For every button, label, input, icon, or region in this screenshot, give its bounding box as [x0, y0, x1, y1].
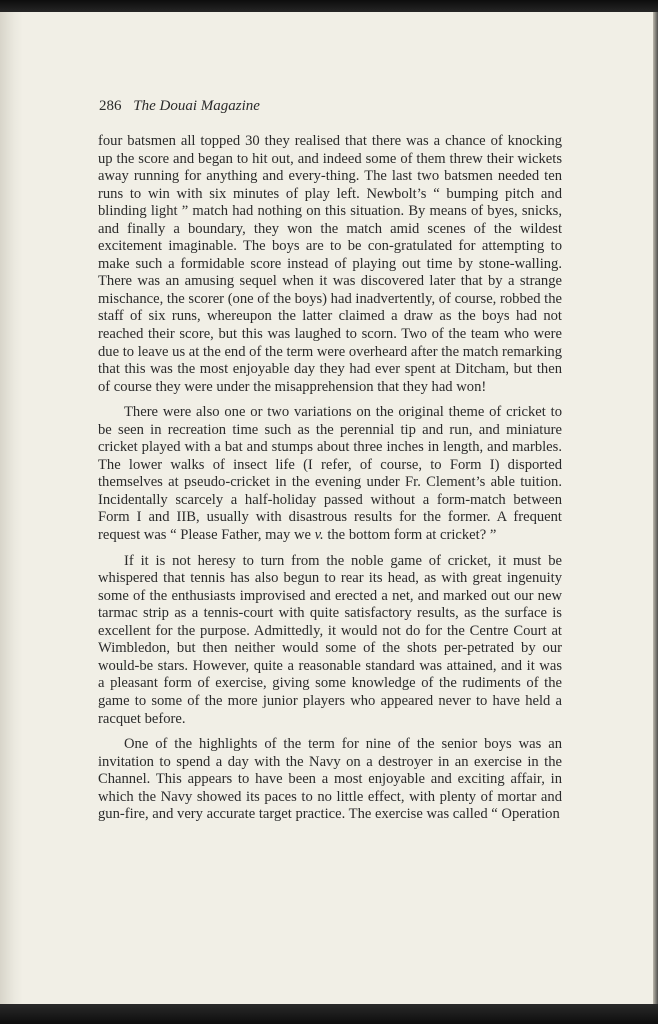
article-body [98, 133, 562, 824]
paragraph-1: four batsmen all topped 30 they realised that there was a chance of knocking up the score and began to hit out, and indeed some of them threw their wickets away running for anything and every-thing. The last two batsmen needed ten runs to win with six minutes of play left. Newbolt’s “ bumping pitch and blinding light ” match had nothing on this situation. By means of byes, snicks, and finally a boundary, they won the match amid scenes of the wildest excitement imaginable. The boys are to be con-gratulated for attempting to make such a formidable score instead of playing out time by stone-walling. There was an amusing sequel when it was discovered later that by a strange mischance, the scorer (one of the boys) had inadvertently, of course, robbed the staff of six runs, whereupon the latter claimed a draw as the boys had not reached their score, but this was laughed to scorn. Two of the team who were due to leave us at the end of the term were overheard after the match remarking that this was the most enjoyable day they had ever spent at Ditcham, but then of course they were under the misapprehension that they had won! [98, 133, 562, 395]
paragraph-4: One of the highlights of the term for nine of the senior boys was an invitation to spend a day with the Navy on a destroyer in an exercise in the Channel. This appears to have been a most enjoyable and exciting affair, in which the Navy showed its paces to no little effect, with plenty of mortar and gun-fire, and very accurate target practice. The exercise was called “ Operation [98, 736, 562, 823]
paragraph-2: There were also one or two variations on the original theme of cricket to be seen in recreation time such as the perennial tip and run, and miniature cricket played with a bat and stumps about three inches in length, and marbles. The lower walks of insect life (I refer, of course, to Form I) disported themselves at pseudo-cricket in the evening under Fr. Clement’s able tuition. Incidentally scarcely a half-holiday passed without a form-match between Form I and IIB, usually with disastrous results for the former. A frequent request was “ Please Father, may we v. the bottom form at cricket? ” [98, 404, 562, 544]
page-number: 286 [99, 98, 122, 114]
running-header [99, 98, 561, 115]
page-right-edge [653, 12, 658, 1006]
versus-abbrev: v. [314, 527, 324, 544]
paragraph-3: If it is not heresy to turn from the noble game of cricket, it must be whispered that tennis has also begun to rear its head, as with great ingenuity some of the enthusiasts improvised and erected a net, and marked out our new tarmac strip as a tennis-court with quite satisfactory results, as the surface is excellent for the purpose. Admittedly, it would not do for the Centre Court at Wimbledon, but then neither would some of the shots per-petrated by our would-be stars. However, quite a reasonable standard was attained, and it was a pleasant form of exercise, giving some knowledge of the rudiments of the game to some of the more junior players who appeared never to have held a racquet before. [98, 552, 562, 727]
magazine-title: The Douai Magazine [133, 98, 260, 114]
scanner-bottom-edge [0, 1004, 658, 1024]
page-gutter [1, 12, 23, 1006]
book-page [0, 12, 653, 1006]
